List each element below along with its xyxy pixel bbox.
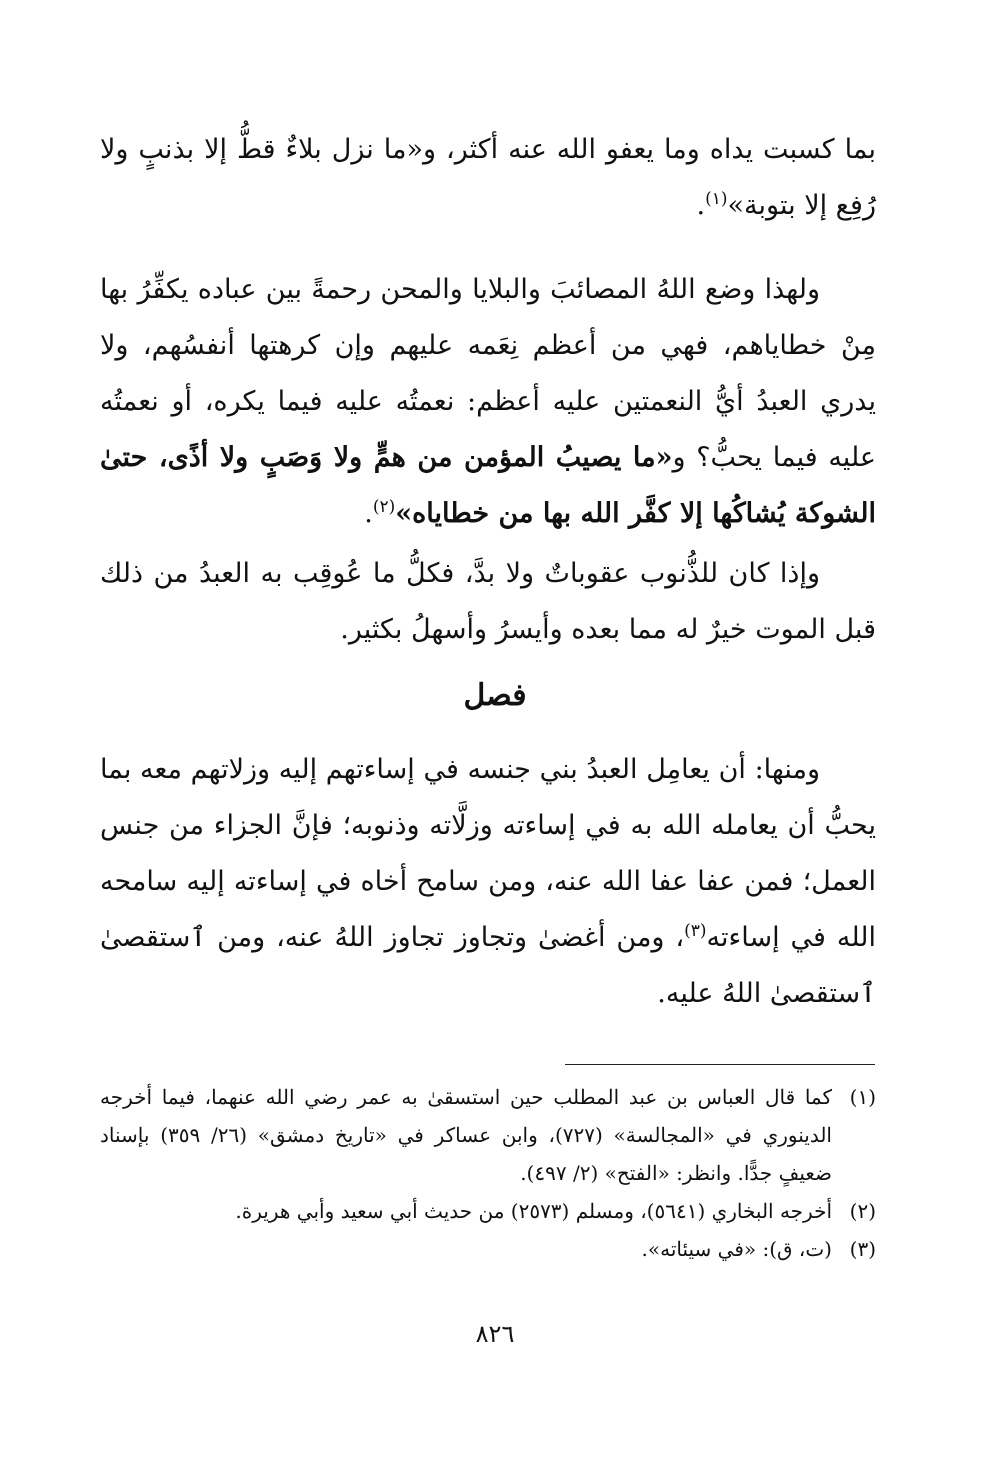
- paragraph-1-body: بما كسبت يداه وما يعفو الله عنه أكثر، و«ما نزل بلاءٌ قطُّ إلا بذنبٍ ولا رُفِع إلا بتوبة»: [100, 134, 876, 221]
- hadith-quote: «ما يصيبُ المؤمن من همٍّ ولا وَصَبٍ ولا أذًى، حتىٰ الشوكة يُشاكُها إلا كفَّر الله بها من خطاياه»: [100, 442, 876, 529]
- paragraph-4-body: ومنها: أن يعامِل العبدُ بني جنسه في إساءتهم إليه وزلاتهم معه بما يحبُّ أن يعامله الله به في إساءته وزلَّاته وذنوبه؛ فإنَّ الجزاء من جنس العمل؛ فمن عفا عفا الله عنه، ومن سامح أخاه في إساءته إليه سامحه الله في إساءته: [100, 754, 877, 953]
- paragraph-1-text: [100, 122, 876, 234]
- footnote-2: [100, 1192, 876, 1230]
- page-number: ٨٢٦: [475, 1320, 515, 1348]
- footnote-number: (٢): [849, 1199, 876, 1223]
- paragraph-4-text: [100, 742, 876, 1022]
- paragraph-1-end: .: [696, 190, 706, 221]
- section-heading: فصل: [463, 678, 527, 713]
- paragraph-4: [100, 742, 876, 1022]
- footnote-ref-1: (١): [705, 189, 728, 209]
- footnote-number: (١): [849, 1085, 876, 1109]
- footnote-text: (ت، ق): «في سيئاته».: [641, 1237, 832, 1261]
- paragraph-1: [100, 122, 876, 234]
- footnote-text: كما قال العباس بن عبد المطلب حين استسقىٰ به عمر رضي الله عنهما، فيما أخرجه الدينوري في «المجالسة» (٧٢٧)، وابن عساكر في «تاريخ دمشق» (٢٦/ ٣٥٩) بإسناد ضعيفٍ جدًّا. وانظر: «الفتح» (٢/ ٤٩٧).: [100, 1085, 832, 1185]
- paragraph-3-text: وإذا كان للذُّنوب عقوباتٌ ولا بدَّ، فكلُّ ما عُوقِب به العبدُ من ذلك قبل الموت خيرٌ له مما بعده وأيسرُ وأسهلُ بكثير.: [100, 558, 876, 645]
- footnote-1: [100, 1078, 876, 1192]
- paragraph-2-text: [100, 262, 876, 542]
- footnote-ref-2: (٢): [372, 497, 396, 517]
- paragraph-3: [100, 546, 876, 658]
- paragraph-4-end: ، ومن أغضىٰ وتجاوز تجاوز اللهُ عنه، ومن ٱستقصىٰ ٱستقصىٰ اللهُ عليه.: [100, 922, 876, 1009]
- paragraph-2-body: ولهذا وضع اللهُ المصائبَ والبلايا والمحن رحمةً بين عباده يكفِّرُ بها مِنْ خطاياهم، فهي من أعظم نِعَمه عليهم وإن كرهتها أنفسُهم، ولا يدري العبدُ أيُّ النعمتين عليه أعظم: نعمتُه عليه فيما يكره، أو نعمتُه عليه فيما يحبُّ؟ و: [100, 274, 876, 473]
- footnote-number: (٣): [849, 1237, 876, 1261]
- footnotes: [100, 1078, 876, 1268]
- paragraph-2: [100, 262, 876, 542]
- footnote-3: [100, 1230, 876, 1268]
- paragraph-2-end: .: [364, 498, 373, 529]
- footnote-ref-3: (٣): [684, 921, 707, 941]
- footnote-divider: [565, 1064, 875, 1065]
- footnote-text: أخرجه البخاري (٥٦٤١)، ومسلم (٢٥٧٣) من حديث أبي سعيد وأبي هريرة.: [235, 1199, 832, 1223]
